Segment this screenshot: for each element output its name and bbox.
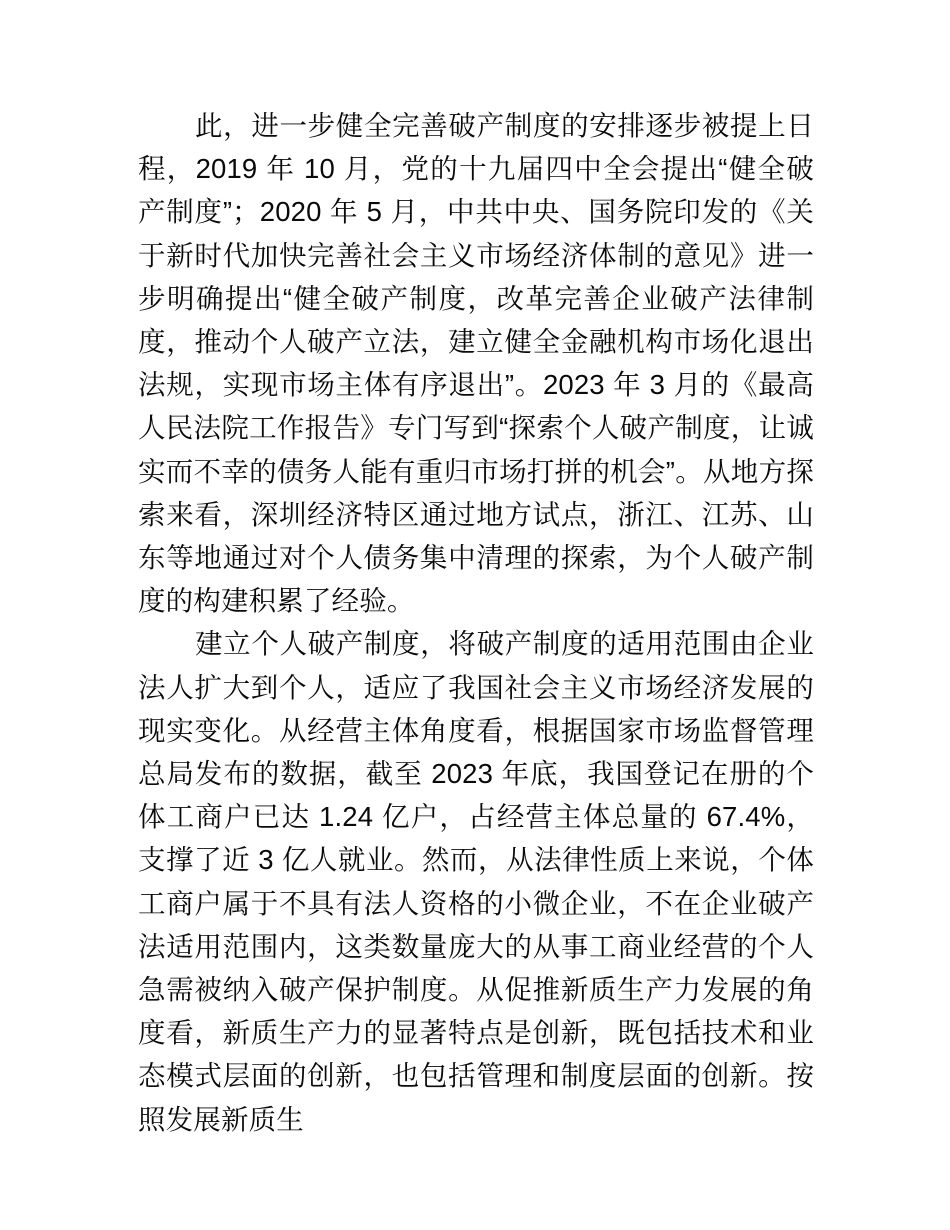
page-text-body <box>138 104 814 1141</box>
paragraph-1: 此，进一步健全完善破产制度的安排逐步被提上日程，2019 年 10 月，党的十九届四中全会提出“健全破产制度”；2020 年 5 月，中共中央、国务院印发的《关于新时代加快完善社会主义市场经济体制的意见》进一步明确提出“健全破产制度，改革完善企业破产法律制度，推动个人破产立法，建立健全金融机构市场化退出法规，实现市场主体有序退出”。2023 年 3 月的《最高人民法院工作报告》专门写到“探索个人破产制度，让诚实而不幸的债务人能有重归市场打拼的机会”。从地方探索来看，深圳经济特区通过地方试点，浙江、江苏、山东等地通过对个人债务集中清理的探索，为个人破产制度的构建积累了经验。 <box>138 110 814 617</box>
paragraph-2: 建立个人破产制度，将破产制度的适用范围由企业法人扩大到个人，适应了我国社会主义市场经济发展的现实变化。从经营主体角度看，根据国家市场监督管理总局发布的数据，截至 2023 年底，我国登记在册的个体工商户已达 1.24 亿户，占经营主体总量的 67.4%，支撑了近 3 亿人就业。然而，从法律性质上来说，个体工商户属于不具有法人资格的小微企业，不在企业破产法适用范围内，这类数量庞大的从事工商业经营的个人急需被纳入破产保护制度。从促推新质生产力发展的角度看，新质生产力的显著特点是创新，既包括技术和业态模式层面的创新，也包括管理和制度层面的创新。按照发展新质生 <box>138 628 814 1135</box>
